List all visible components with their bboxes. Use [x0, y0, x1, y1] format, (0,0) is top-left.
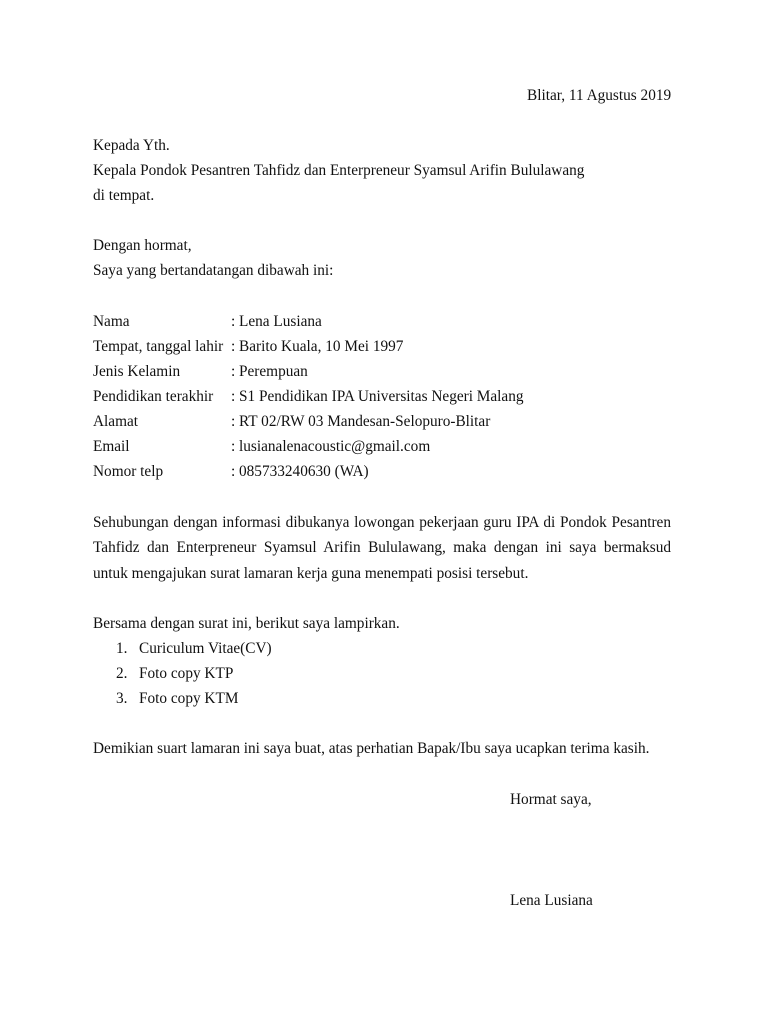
- body-paragraph-line: Tahfidz dan Enterpreneur Syamsul Arifin Bululawang, maka dengan ini saya bermaksud: [93, 539, 671, 556]
- attachment-item: [93, 663, 593, 685]
- identity-value: lusianalenacoustic@gmail.com: [239, 438, 431, 455]
- identity-row: [93, 361, 693, 383]
- attachment-number: 3.: [116, 690, 128, 707]
- letter-date: Blitar, 11 Agustus 2019: [527, 87, 672, 104]
- identity-value: Barito Kuala, 10 Mei 1997: [239, 338, 404, 355]
- identity-separator: :: [231, 388, 236, 405]
- attachment-item: [93, 688, 593, 710]
- identity-row: [93, 311, 693, 333]
- recipient-name: Kepala Pondok Pesantren Tahfidz dan Enterpreneur Syamsul Arifin Bululawang: [93, 162, 585, 179]
- attachment-number: 2.: [116, 665, 128, 682]
- identity-row: [93, 436, 693, 458]
- recipient-place: di tempat.: [93, 187, 155, 204]
- identity-row: [93, 336, 693, 358]
- identity-row: [93, 386, 693, 408]
- attachment-item: [93, 638, 593, 660]
- identity-label: Nama: [93, 313, 130, 330]
- attachments-intro: Bersama dengan surat ini, berikut saya lampirkan.: [93, 615, 400, 632]
- identity-value: 085733240630 (WA): [239, 463, 369, 480]
- identity-separator: :: [231, 413, 236, 430]
- signoff: Hormat saya,: [510, 791, 592, 808]
- body-paragraph-line: Sehubungan dengan informasi dibukanya lowongan pekerjaan guru IPA di Pondok Pesantren: [93, 514, 671, 531]
- identity-row: [93, 461, 693, 483]
- recipient-greeting: Kepada Yth.: [93, 137, 170, 154]
- identity-value: Lena Lusiana: [239, 313, 322, 330]
- signature-name: Lena Lusiana: [510, 892, 593, 909]
- identity-separator: :: [231, 313, 236, 330]
- attachment-text: Foto copy KTP: [139, 665, 234, 682]
- identity-row: [93, 411, 693, 433]
- identity-label: Pendidikan terakhir: [93, 388, 214, 405]
- identity-label: Tempat, tanggal lahir: [93, 338, 224, 355]
- identity-separator: :: [231, 463, 236, 480]
- body-paragraph-line: untuk mengajukan surat lamaran kerja guna menempati posisi tersebut.: [93, 565, 529, 582]
- identity-label: Nomor telp: [93, 463, 164, 480]
- identity-value: RT 02/RW 03 Mandesan-Selopuro-Blitar: [239, 413, 491, 430]
- attachment-text: Curiculum Vitae(CV): [139, 640, 272, 657]
- identity-label: Jenis Kelamin: [93, 363, 181, 380]
- salutation: Dengan hormat,: [93, 237, 192, 254]
- identity-label: Email: [93, 438, 130, 455]
- identity-separator: :: [231, 338, 236, 355]
- identity-label: Alamat: [93, 413, 139, 430]
- attachment-number: 1.: [116, 640, 128, 657]
- identity-separator: :: [231, 363, 236, 380]
- identity-value: Perempuan: [239, 363, 308, 380]
- closing-text: Demikian suart lamaran ini saya buat, atas perhatian Bapak/Ibu saya ucapkan terima kasih.: [93, 740, 650, 757]
- attachment-text: Foto copy KTM: [139, 690, 239, 707]
- identity-separator: :: [231, 438, 236, 455]
- identity-value: S1 Pendidikan IPA Universitas Negeri Malang: [239, 388, 524, 405]
- intro-text: Saya yang bertandatangan dibawah ini:: [93, 262, 334, 279]
